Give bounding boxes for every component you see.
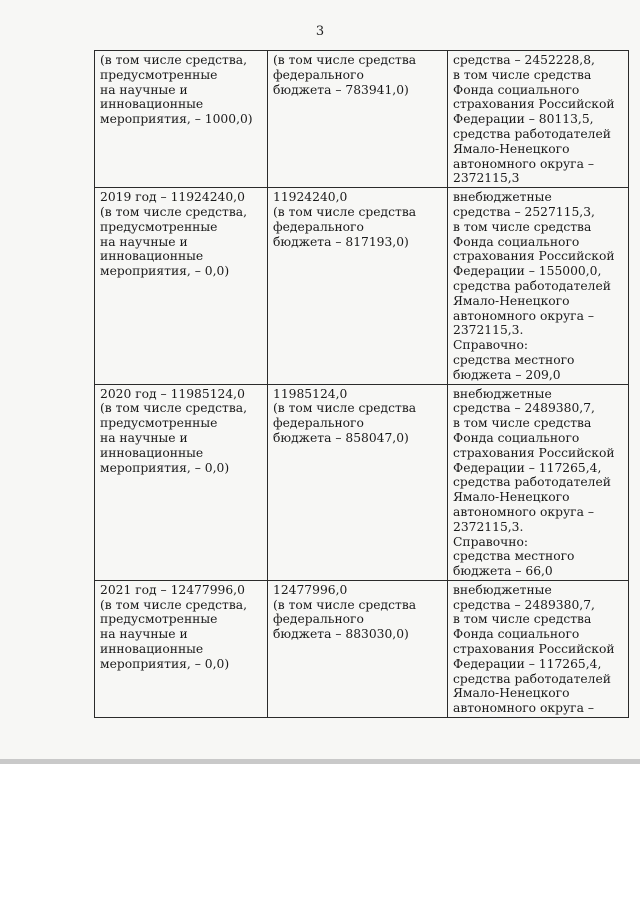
cell-text-line: средства местного	[453, 549, 575, 564]
extrabudgetary-cell	[448, 188, 629, 384]
cell-text-line: бюджета – 66,0	[453, 564, 553, 579]
cell-text-line: Федерации – 117265,4,	[453, 656, 602, 671]
year-total-cell	[95, 51, 268, 188]
budget-table	[94, 50, 629, 718]
extrabudgetary-cell	[448, 384, 629, 580]
cell-text-line: автономного округа –	[453, 701, 595, 716]
table-row	[95, 384, 629, 580]
cell-text-line: бюджета – 858047,0)	[273, 430, 409, 445]
cell-text-line: Справочно:	[453, 534, 529, 549]
cell-text-line: бюджета – 817193,0)	[273, 234, 409, 249]
cell-text-line: внебюджетные	[453, 386, 552, 401]
cell-text-line: 2372115,3.	[453, 323, 524, 338]
cell-text-line: в том числе средства	[453, 67, 592, 82]
cell-text-line: средства – 2489380,7,	[453, 597, 595, 612]
cell-text-line: средства – 2489380,7,	[453, 401, 595, 416]
cell-text-line: Фонда социального	[453, 82, 580, 97]
cell-text-line: федерального	[273, 612, 364, 627]
cell-text-line: мероприятия, – 0,0)	[100, 460, 230, 475]
cell-text-line: 11924240,0	[273, 190, 348, 205]
cell-text-line: (в том числе средства	[273, 597, 417, 612]
cell-text-line: бюджета – 883030,0)	[273, 627, 409, 642]
cell-text-line: бюджета – 783941,0)	[273, 82, 409, 97]
cell-text-line: на научные и	[100, 430, 188, 445]
cell-text-line: страхования Российской	[453, 249, 615, 264]
cell-text-line: Ямало-Ненецкого	[453, 686, 570, 701]
cell-text-line: (в том числе средства,	[100, 53, 247, 67]
cell-text-line: в том числе средства	[453, 219, 592, 234]
cell-text-line: в том числе средства	[453, 416, 592, 431]
cell-text-line: (в том числе средства,	[100, 597, 247, 612]
cell-text-line: Федерации – 80113,5,	[453, 112, 594, 127]
cell-text-line: средства – 2452228,8,	[453, 53, 595, 67]
cell-text-line: страхования Российской	[453, 642, 615, 657]
cell-text-line: Федерации – 155000,0,	[453, 264, 602, 279]
cell-text-line: Ямало-Ненецкого	[453, 490, 570, 505]
cell-text-line: средства – 2527115,3,	[453, 204, 595, 219]
cell-text-line: федерального	[273, 416, 364, 431]
cell-text-line: страхования Российской	[453, 445, 615, 460]
regional-budget-cell	[268, 188, 448, 384]
cell-text-line: федерального	[273, 67, 364, 82]
cell-text-line: Федерации – 117265,4,	[453, 460, 602, 475]
cell-text-line: 2020 год – 11985124,0	[100, 386, 245, 401]
cell-text-line: средства работодателей	[453, 278, 611, 293]
table-row	[95, 51, 629, 188]
cell-text-line: предусмотренные	[100, 219, 218, 234]
cell-text-line: средства работодателей	[453, 671, 611, 686]
cell-text-line: автономного округа –	[453, 504, 595, 519]
cell-text-line: 2019 год – 11924240,0	[100, 190, 245, 205]
cell-text-line: 2372115,3	[453, 171, 520, 186]
cell-text-line: (в том числе средства	[273, 401, 417, 416]
cell-text-line: мероприятия, – 1000,0)	[100, 112, 253, 127]
extrabudgetary-cell	[448, 51, 629, 188]
cell-text-line: инновационные	[100, 97, 204, 112]
table-row	[95, 580, 629, 717]
cell-text-line: автономного округа –	[453, 308, 595, 323]
year-total-cell	[95, 188, 268, 384]
regional-budget-cell	[268, 384, 448, 580]
cell-text-line: средства местного	[453, 352, 575, 367]
cell-text-line: Фонда социального	[453, 627, 580, 642]
cell-text-line: 11985124,0	[273, 386, 348, 401]
extrabudgetary-cell	[448, 580, 629, 717]
cell-text-line: инновационные	[100, 445, 204, 460]
cell-text-line: бюджета – 209,0	[453, 367, 561, 382]
cell-text-line: мероприятия, – 0,0)	[100, 264, 230, 279]
cell-text-line: инновационные	[100, 249, 204, 264]
cell-text-line: 2372115,3.	[453, 519, 524, 534]
cell-text-line: Фонда социального	[453, 430, 580, 445]
cell-text-line: средства работодателей	[453, 475, 611, 490]
cell-text-line: (в том числе средства	[273, 204, 417, 219]
cell-text-line: Ямало-Ненецкого	[453, 293, 570, 308]
cell-text-line: Ямало-Ненецкого	[453, 141, 570, 156]
cell-text-line: на научные и	[100, 234, 188, 249]
cell-text-line: предусмотренные	[100, 416, 218, 431]
year-total-cell	[95, 580, 268, 717]
cell-text-line: (в том числе средства	[273, 53, 417, 67]
cell-text-line: федерального	[273, 219, 364, 234]
cell-text-line: Справочно:	[453, 338, 529, 353]
cell-text-line: внебюджетные	[453, 190, 552, 205]
page-number: 3	[315, 24, 325, 39]
cell-text-line: инновационные	[100, 642, 204, 657]
regional-budget-cell	[268, 580, 448, 717]
cell-text-line: (в том числе средства,	[100, 401, 247, 416]
cell-text-line: внебюджетные	[453, 582, 552, 597]
regional-budget-cell	[268, 51, 448, 188]
cell-text-line: предусмотренные	[100, 67, 218, 82]
cell-text-line: 12477996,0	[273, 582, 348, 597]
year-total-cell	[95, 384, 268, 580]
budget-table-body	[95, 51, 629, 718]
cell-text-line: автономного округа –	[453, 156, 595, 171]
cell-text-line: (в том числе средства,	[100, 204, 247, 219]
cell-text-line: страхования Российской	[453, 97, 615, 112]
cell-text-line: в том числе средства	[453, 612, 592, 627]
cell-text-line: средства работодателей	[453, 126, 611, 141]
cell-text-line: на научные и	[100, 82, 188, 97]
cell-text-line: мероприятия, – 0,0)	[100, 656, 230, 671]
cell-text-line: Фонда социального	[453, 234, 580, 249]
cell-text-line: на научные и	[100, 627, 188, 642]
cell-text-line: предусмотренные	[100, 612, 218, 627]
cell-text-line: 2021 год – 12477996,0	[100, 582, 245, 597]
table-row	[95, 188, 629, 384]
